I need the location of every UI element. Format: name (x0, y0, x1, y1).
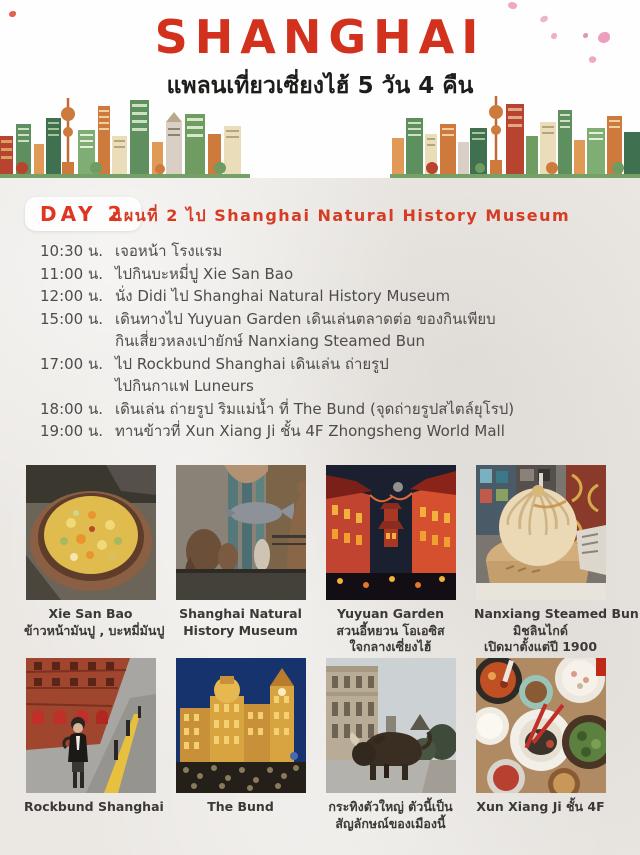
photo-caption: Yuyuan Garden สวนอี้หยวน โอเอซิส ใจกลางเซี่ยงไฮ้ (336, 606, 445, 654)
schedule-row (40, 353, 615, 398)
gallery-item (474, 658, 607, 832)
schedule-time: 18:00 น. (40, 399, 104, 418)
photo-caption: กระทิงตัวใหญ่ ตัวนี้เป็น สัญลักษณ์ของเมืองนี้ (328, 799, 453, 831)
schedule-description: นั่ง Didi ไป Shanghai Natural History Museum (115, 287, 451, 305)
schedule-description: ทานข้าวที่ Xun Xiang Ji ชั้น 4F Zhongsheng World Mall (115, 422, 505, 440)
schedule-time: 10:30 น. (40, 242, 104, 260)
schedule-description: เดินทางไป Yuyuan Garden เดินเล่นตลาดต่อ ของกินเพียบ กินเสี่ยวหลงเปายักษ์ Nanxiang Steamed Bun (115, 309, 496, 350)
schedule-row (40, 285, 615, 308)
photo-museum-interior (176, 465, 306, 600)
schedule-time: 11:00 น. (40, 264, 104, 283)
schedule-row (40, 398, 615, 421)
photo-caption: Xun Xiang Ji ชั้น 4F (476, 799, 605, 814)
header (0, 0, 640, 180)
gallery-item (174, 658, 307, 832)
gallery-item (324, 465, 457, 656)
photo-caption: Rockbund Shanghai (24, 799, 164, 814)
schedule-time: 17:00 น. (40, 354, 104, 373)
gallery-row (24, 658, 616, 832)
schedule-row (40, 420, 615, 443)
day-heading: แผนที่ 2 ไป Shanghai Natural History Museum (112, 206, 571, 225)
schedule-time: 15:00 น. (40, 309, 104, 328)
schedule-list (40, 240, 615, 443)
photo-giant-steamed-bun (476, 465, 606, 600)
gallery-item (174, 465, 307, 656)
paper-body (0, 178, 640, 855)
gallery-row (24, 465, 639, 656)
gallery-item (24, 465, 165, 656)
schedule-description: เจอหน้า โรงแรม (115, 242, 223, 260)
schedule-description: เดินเล่น ถ่ายรูป ริมแม่น้ำ ที่ The Bund (จุดถ่ายรูปสไตล์ยุโรป) (115, 399, 515, 418)
day-badge: DAY 2 (25, 197, 141, 231)
gallery-item (24, 658, 164, 832)
city-skyline-illustration (0, 88, 640, 180)
schedule-time: 12:00 น. (40, 287, 104, 305)
gallery-item (324, 658, 457, 832)
schedule-row (40, 308, 615, 353)
photo-caption: Shanghai Natural History Museum (179, 606, 302, 638)
schedule-description: ไป Rockbund Shanghai เดินเล่น ถ่ายรูป ไปกินกาแฟ Luneurs (115, 354, 389, 395)
photo-yuyuan-night (326, 465, 456, 600)
schedule-row (40, 263, 615, 286)
gallery-item (474, 465, 639, 656)
schedule-description: ไปกินบะหมี่ปู Xie San Bao (115, 264, 294, 283)
photo-bund-night (176, 658, 306, 793)
photo-food-table (476, 658, 606, 793)
photo-caption: Xie San Bao ข้าวหน้ามันปู , บะหมี่มันปู (24, 606, 165, 638)
page-title: SHANGHAI (154, 10, 486, 64)
photo-caption: Nanxiang Steamed Bun มิชลินไกด์ เปิดมาตั้งแต่ปี 1900 (474, 606, 639, 654)
schedule-row (40, 240, 615, 263)
photo-bull-statue (326, 658, 456, 793)
schedule-time: 19:00 น. (40, 422, 104, 440)
photo-caption: The Bund (207, 799, 274, 814)
page-subtitle: แพลนเที่ยวเซี่ยงไฮ้ 5 วัน 4 คืน (166, 73, 474, 99)
photo-rockbund-street (26, 658, 156, 793)
photo-crab-rice-pot (26, 465, 156, 600)
